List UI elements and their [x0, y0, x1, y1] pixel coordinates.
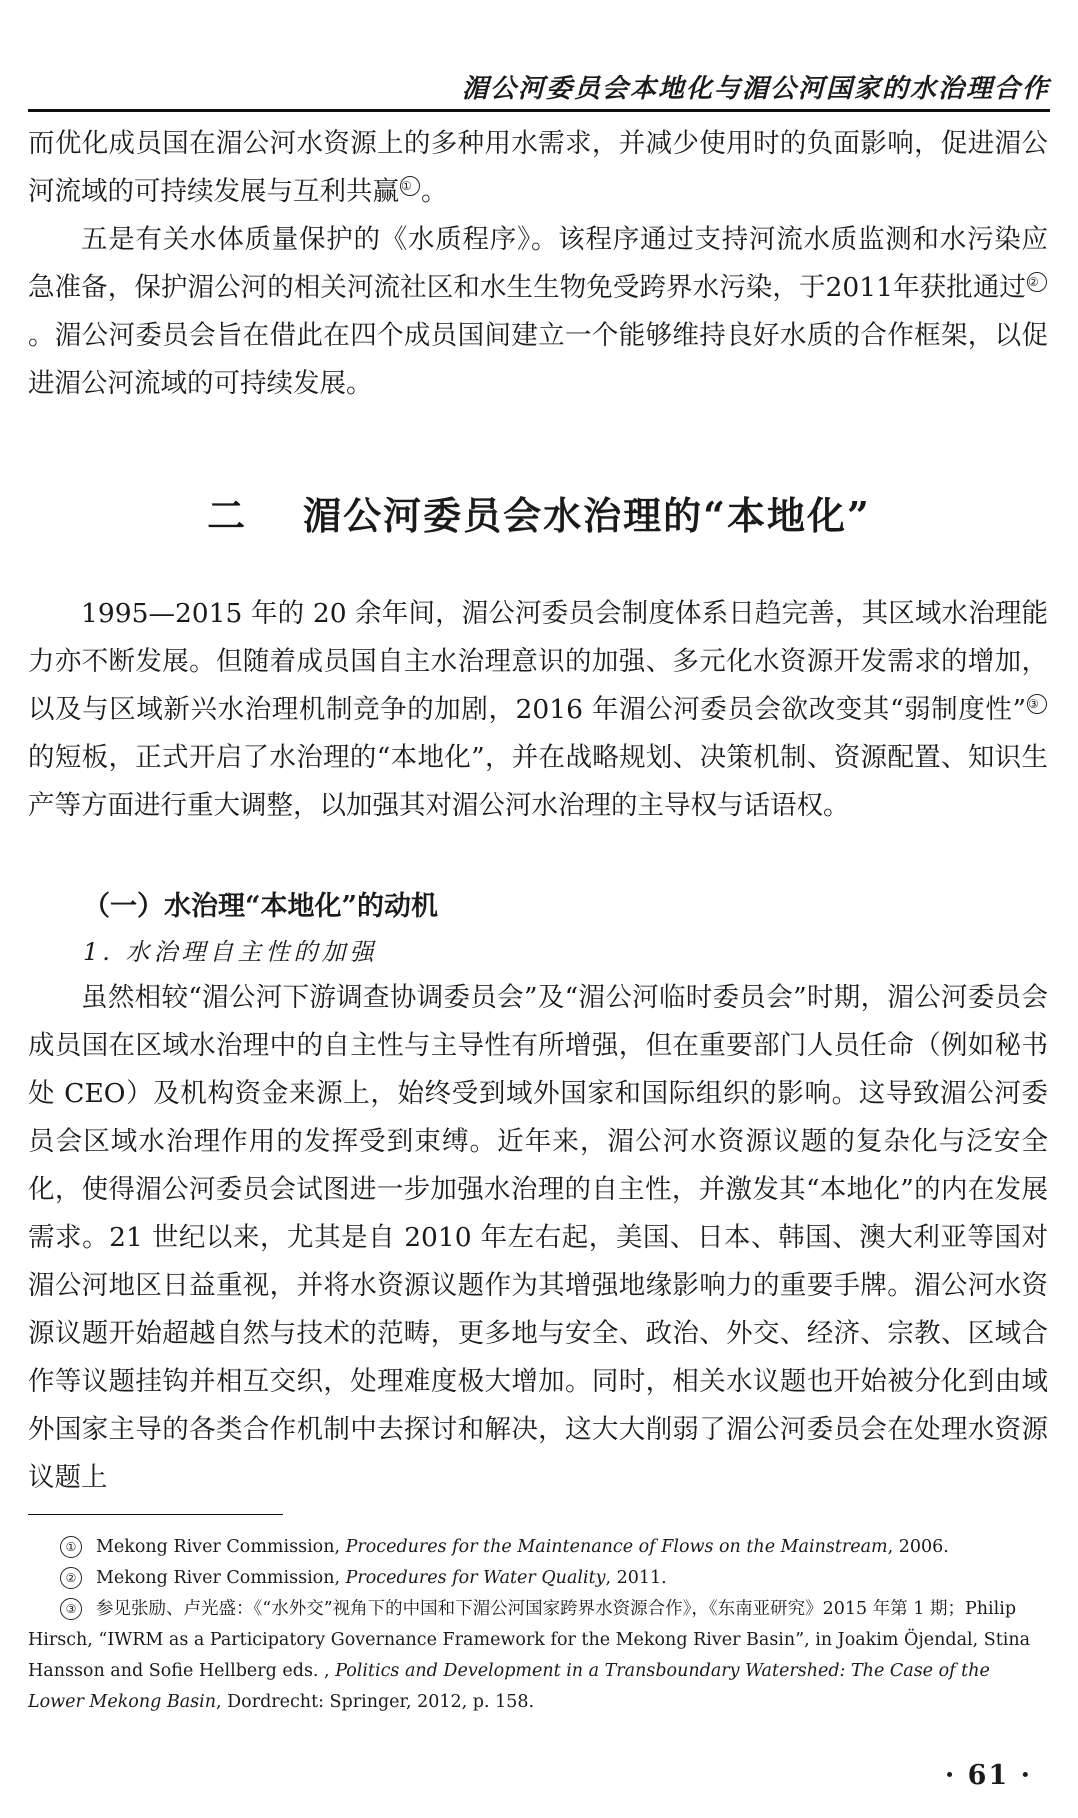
intro-paragraph-2-text-b: 。湄公河委员会旨在借此在四个成员国间建立一个能够维持良好水质的合作框架，以促进湄公河流域的可持续发展。	[28, 320, 1048, 399]
section-paragraph-1	[28, 590, 1048, 830]
subsection-title: （一）水治理“本地化”的动机	[83, 891, 439, 922]
footnote-3-number: ③	[60, 1598, 82, 1620]
intro-paragraph-1-end: 。	[421, 176, 448, 207]
page-header	[28, 62, 1050, 112]
footnote-ref-1[interactable]: ①	[400, 176, 420, 196]
running-title: 湄公河委员会本地化与湄公河国家的水治理合作	[461, 74, 1050, 104]
section-paragraph-1-text-b: 的短板，正式开启了水治理的“本地化”，并在战略规划、决策机制、资源配置、知识生产等方面进行重大调整，以加强其对湄公河水治理的主导权与话语权。	[28, 742, 1048, 821]
footnote-2-tail: , 2011.	[605, 1568, 667, 1588]
subsubsection-title: 1. 水治理自主性的加强	[83, 938, 378, 966]
intro-paragraph-1	[28, 120, 1048, 216]
footnote-3-text: 参见张励、卢光盛：《“水外交”视角下的中国和下湄公河国家跨界水资源合作》，《东南亚研究》2015 年第 1 期；Philip Hirsch, “IWRM as a Participatory Governance Framework for the Mekong River Basin”, in Joakim Öjendal, Stina Hansson and Sofie Hellberg eds. ,	[28, 1599, 1031, 1681]
footnote-1-title: Procedures for the Maintenance of Flows on the Mainstream	[345, 1537, 888, 1557]
intro-paragraph-2	[28, 216, 1048, 408]
footnote-1	[28, 1532, 1048, 1563]
footnote-3-title: Politics and Development in a Transboundary Watershed: The Case of the Lower Mekong Basin	[28, 1661, 990, 1712]
section-title	[0, 485, 1078, 540]
footnote-1-number: ①	[60, 1536, 82, 1558]
intro-paragraph-2-text-a: 五是有关水体质量保护的《水质程序》。该程序通过支持河流水质监测和水污染应急准备，保护湄公河的相关河流社区和水生生物免受跨界水污染，于2011年获批通过	[28, 224, 1048, 303]
footnote-3	[28, 1594, 1048, 1718]
intro-paragraph-1-text: 而优化成员国在湄公河水资源上的多种用水需求，并减少使用时的负面影响，促进湄公河流域的可持续发展与互利共赢	[28, 128, 1048, 207]
section-number: 二	[207, 493, 248, 538]
footnote-1-tail: , 2006.	[887, 1537, 949, 1557]
footnote-2	[28, 1563, 1048, 1594]
page-number: · 61 ·	[944, 1760, 1032, 1791]
footnote-ref-2[interactable]: ②	[1027, 272, 1047, 292]
footnote-2-title: Procedures for Water Quality	[345, 1568, 606, 1588]
section-paragraph-1-text-a: 1995—2015 年的 20 余年间，湄公河委员会制度体系日趋完善，其区域水治理能力亦不断发展。但随着成员国自主水治理意识的加强、多元化水资源开发需求的增加，以及与区域新兴水治理机制竞争的加剧，2016 年湄公河委员会欲改变其“弱制度性”	[28, 598, 1048, 725]
footnote-1-author: Mekong River Commission,	[96, 1537, 346, 1557]
footnote-3-tail: , Dordrecht: Springer, 2012, p. 158.	[216, 1692, 535, 1712]
section-paragraph-2: 虽然相较“湄公河下游调查协调委员会”及“湄公河临时委员会”时期，湄公河委员会成员国在区域水治理中的自主性与主导性有所增强，但在重要部门人员任命（例如秘书处 CEO）及机构资金来源上，始终受到域外国家和国际组织的影响。这导致湄公河委员会区域水治理作用的发挥受到束缚。近年来，湄公河水资源议题的复杂化与泛安全化，使得湄公河委员会试图进一步加强水治理的自主性，并激发其“本地化”的内在发展需求。21 世纪以来，尤其是自 2010 年左右起，美国、日本、韩国、澳大利亚等国对湄公河地区日益重视，并将水资源议题作为其增强地缘影响力的重要手牌。湄公河水资源议题开始超越自然与技术的范畴，更多地与安全、政治、外交、经济、宗教、区域合作等议题挂钩并相互交织，处理难度极大增加。同时，相关水议题也开始被分化到由域外国家主导的各类合作机制中去探讨和解决，这大大削弱了湄公河委员会在处理水资源议题上	[28, 982, 1048, 1493]
footnote-ref-3[interactable]: ③	[1027, 694, 1047, 714]
footnote-2-number: ②	[60, 1567, 82, 1589]
footnote-2-author: Mekong River Commission,	[96, 1568, 346, 1588]
section-title-text: 湄公河委员会水治理的“本地化”	[303, 493, 871, 538]
footnote-separator	[28, 1514, 283, 1515]
